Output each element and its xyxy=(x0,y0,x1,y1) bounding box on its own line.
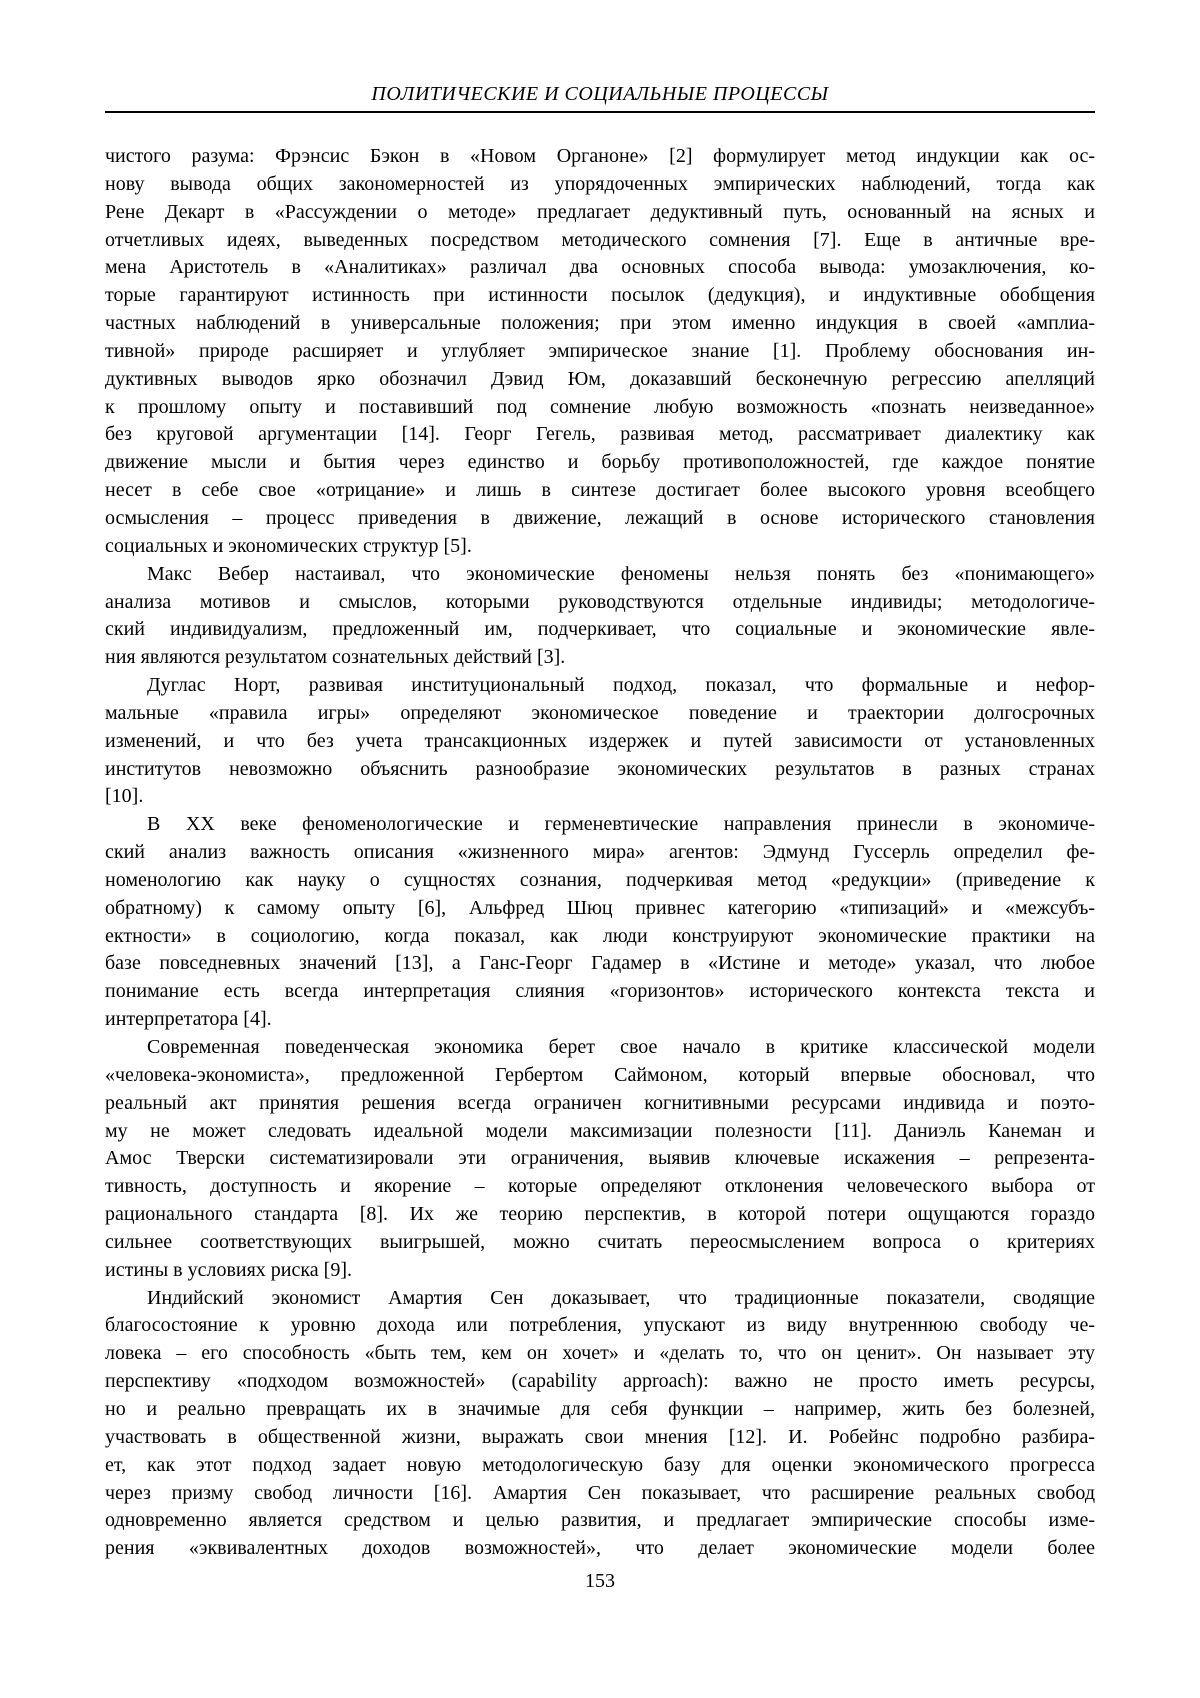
text-line: частных наблюдений в универсальные положения; при этом именно индукция в своей «амплиа- xyxy=(105,312,1095,335)
text-line: тивной» природе расширяет и углубляет эмпирическое знание [1]. Проблему обоснования ин- xyxy=(105,339,1095,362)
header-rule xyxy=(105,111,1095,113)
text-line: му не может следовать идеальной модели максимизации полезности [11]. Даниэль Канеман и xyxy=(105,1119,1095,1142)
text-line: ектности» в социологию, когда показал, как люди конструируют экономические практики на xyxy=(105,924,1095,947)
page-number: 153 xyxy=(585,1570,615,1592)
text-line: Дуглас Норт, развивая институциональный подход, показал, что формальные и нефор- xyxy=(147,674,1095,697)
text-line: сильнее соответствующих выигрышей, можно считать переосмыслением вопроса о критериях xyxy=(105,1230,1095,1253)
text-line: номенологию как науку о сущностях сознания, подчеркивая метод «редукции» (приведение к xyxy=(105,868,1095,891)
text-line: к прошлому опыту и поставивший под сомнение любую возможность «познать неизведанное» xyxy=(105,395,1095,418)
text-line: Амос Тверски систематизировали эти ограничения, выявив ключевые искажения – репрезента- xyxy=(105,1147,1095,1170)
text-line: обратному) к самому опыту [6], Альфред Шюц привнес категорию «типизаций» и «межсубъ- xyxy=(105,896,1095,919)
text-line: отчетливых идеях, выведенных посредством методического сомнения [7]. Еще в античные вре- xyxy=(105,228,1095,251)
text-line: но и реально превращать их в значимые для себя функции – например, жить без болезней, xyxy=(105,1397,1095,1420)
text-line: мена Аристотель в «Аналитиках» различал два основных способа вывода: умозаключения, ко- xyxy=(105,256,1095,279)
text-line: ловека – его способность «быть тем, кем он хочет» и «делать то, что он ценит». Он называет эту xyxy=(105,1342,1095,1365)
text-line: благосостояние к уровню дохода или потребления, упускают из виду внутреннюю свободу че- xyxy=(105,1314,1095,1337)
text-line: одновременно является средством и целью развития, и предлагает эмпирические способы изме- xyxy=(105,1509,1095,1532)
text-line: базе повседневных значений [13], а Ганс-Георг Гадамер в «Истине и методе» указал, что любое xyxy=(105,952,1095,975)
text-line: тивность, доступность и якорение – которые определяют отклонения человеческого выбора от xyxy=(105,1175,1095,1198)
text-line: через призму свобод личности [16]. Амартия Сен показывает, что расширение реальных свобод xyxy=(105,1481,1095,1504)
text-line: институтов невозможно объяснить разнообразие экономических результатов в разных странах xyxy=(105,757,1095,780)
text-line: без круговой аргументации [14]. Георг Гегель, развивая метод, рассматривает диалектику как xyxy=(105,423,1095,446)
running-head: ПОЛИТИЧЕСКИЕ И СОЦИАЛЬНЫЕ ПРОЦЕССЫ xyxy=(371,83,829,105)
text-line: Современная поведенческая экономика берет свое начало в критике классической модели xyxy=(147,1036,1095,1058)
text-line: перспективу «подходом возможностей» (capability approach): важно не просто иметь ресурсы, xyxy=(105,1370,1095,1393)
text-line: В XX веке феноменологические и герменевтические направления принесли в экономиче- xyxy=(147,813,1095,836)
text-line: социальных и экономических структур [5]. xyxy=(105,534,472,557)
text-line: Рене Декарт в «Рассуждении о методе» предлагает дедуктивный путь, основанный на ясных и xyxy=(105,200,1095,223)
text-line: торые гарантируют истинность при истинности посылок (дедукция), и индуктивные обобщения xyxy=(105,284,1095,307)
text-line: понимание есть всегда интерпретация слияния «горизонтов» исторического контекста текста и xyxy=(105,980,1095,1003)
text-line: ский индивидуализм, предложенный им, подчеркивает, что социальные и экономические явле- xyxy=(105,618,1095,641)
text-line: ет, как этот подход задает новую методологическую базу для оценки экономического прогресса xyxy=(105,1453,1095,1476)
text-line: мальные «правила игры» определяют экономическое поведение и траектории долгосрочных xyxy=(105,701,1095,724)
text-line: ский анализ важность описания «жизненного мира» агентов: Эдмунд Гуссерль определил фе- xyxy=(105,841,1095,864)
text-line: осмысления – процесс приведения в движение, лежащий в основе исторического становления xyxy=(105,506,1095,529)
text-line: чистого разума: Фрэнсис Бэкон в «Новом Органоне» [2] формулирует метод индукции как ос- xyxy=(105,145,1095,167)
text-line: «человека-экономиста», предложенной Гербертом Саймоном, который впервые обосновал, что xyxy=(105,1063,1095,1086)
text-line: реальный акт принятия решения всегда ограничен когнитивными ресурсами индивида и поэто- xyxy=(105,1091,1095,1114)
body-text xyxy=(105,143,1095,1563)
text-line: интерпретатора [4]. xyxy=(105,1008,272,1031)
text-line: изменений, и что без учета трансакционных издержек и путей зависимости от установленных xyxy=(105,729,1095,752)
text-line: истины в условиях риска [9]. xyxy=(105,1258,353,1281)
text-line: рения «эквивалентных доходов возможностей», что делает экономические модели более xyxy=(105,1537,1095,1560)
page-content xyxy=(105,82,1095,1563)
text-line: анализа мотивов и смыслов, которыми руководствуются отдельные индивиды; методологиче- xyxy=(105,590,1095,613)
text-line: Индийский экономист Амартия Сен доказывает, что традиционные показатели, сводящие xyxy=(147,1286,1095,1309)
text-line: [10]. xyxy=(105,785,144,808)
text-line: ния являются результатом сознательных действий [3]. xyxy=(105,646,566,669)
text-line: дуктивных выводов ярко обозначил Дэвид Юм, доказавший бесконечную регрессию апелляций xyxy=(105,367,1095,390)
text-line: рационального стандарта [8]. Их же теорию перспектив, в которой потери ощущаются гораздо xyxy=(105,1203,1095,1226)
text-line: участвовать в общественной жизни, выражать свои мнения [12]. И. Робейнс подробно разбира- xyxy=(105,1425,1095,1448)
text-line: Макс Вебер настаивал, что экономические феномены нельзя понять без «понимающего» xyxy=(147,562,1095,585)
text-line: нову вывода общих закономерностей из упорядоченных эмпирических наблюдений, тогда как xyxy=(105,172,1095,195)
text-line: движение мысли и бытия через единство и борьбу противоположностей, где каждое понятие xyxy=(105,451,1095,474)
text-line: несет в себе свое «отрицание» и лишь в синтезе достигает более высокого уровня всеобщего xyxy=(105,479,1095,502)
